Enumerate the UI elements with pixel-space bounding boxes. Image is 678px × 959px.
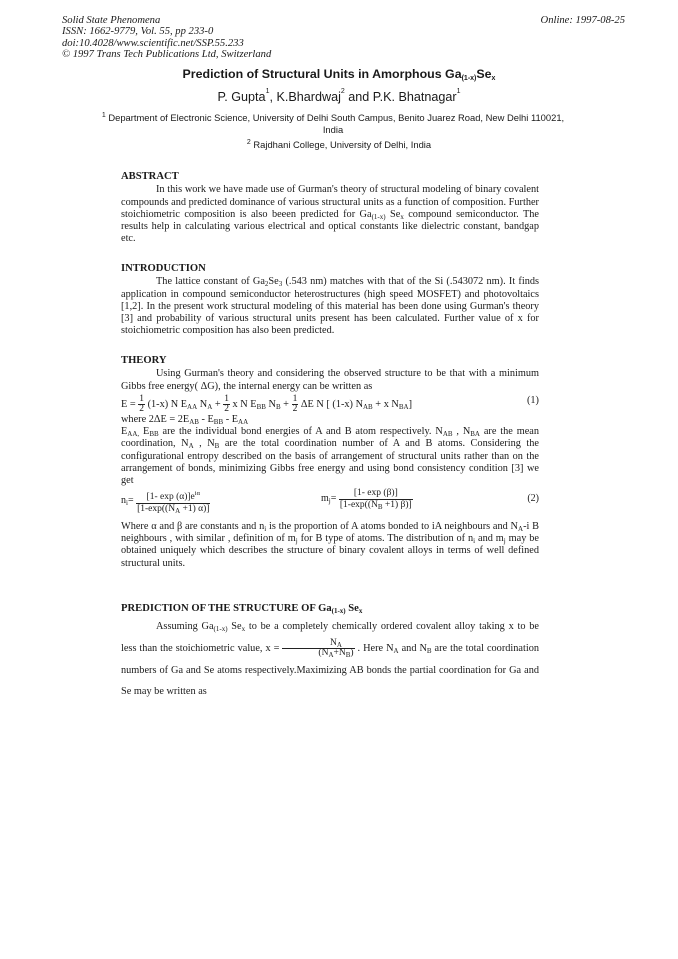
author-3: and P.K. Bhatnagar <box>348 90 457 104</box>
journal-header <box>62 15 271 61</box>
affiliation-2: $^2$ Rajdhani College, University of Delhi, India <box>246 139 432 150</box>
prediction-section <box>121 603 539 702</box>
journal-name: Solid State Phenomena <box>62 15 161 26</box>
theory-heading: THEORY <box>121 355 167 366</box>
stoichiometric-fraction: $\frac{N_A}{(N_A+N_B)}$ <box>282 639 354 658</box>
author-list: P. Gupta$^1$, K.Bhardwaj$^2$ and P.K. Bhatnagar$^1$ <box>217 88 461 104</box>
equation-1-number: (1) <box>526 394 539 406</box>
abstract-section <box>121 171 539 246</box>
equation-2: n $_i$ = $\frac{[1- \exp (\alpha)]e^{i\alpha}}{[1-\exp((N_A +1) \alpha)]}$ m $_j$ = $\frac{[1- \exp (\beta)]}{[1-\exp((N_B +1) \beta)]}$ (2) <box>121 487 539 515</box>
online-date: Online: 1997-08-25 <box>540 15 625 26</box>
copyright-line: © 1997 Trans Tech Publications Ltd, Switzerland <box>62 49 272 61</box>
equation-1: E = $\frac{1}{2}$ (1-x) N $E_{AA}$ $N_A$ + $\frac{1}{2}$ x N $E_{BB}$ $N_B$ + $\frac{1}{2}$ ΔE N [ (1-x) $N_{AB} + x$ $N_{BA}$] (1) <box>121 393 539 414</box>
theory-paragraph-2: $E_{AA,}$ $E_{BB}$ are the individual bond energies of A and B atom respectively. $N_{AB}$ , $N_{BA}$ are the mean coordination, $N_A$ , $N_B$ are the total coordination number of A and B atoms. Considering the configurational entropy described on the basis of arrangement of structural units rather than on the arrangement of bonds, minimizing Gibbs free energy and using bond consistency condition [3] we get <box>121 426 540 487</box>
introduction-heading: INTRODUCTION <box>121 263 206 274</box>
theory-paragraph-3: Where α and β are constants and $n_i$ is the proportion of A atoms bonded to iA neighbours and $N_A-i$ B neighbours , with similar , definition of $m_j$ for B type of atoms. The distribution of $n_i$ and $m_j$ may be obtained uniquely which describes the structure of binary covalent alloys in terms of well defined structural units. <box>121 520 539 569</box>
equation-2-number: (2) <box>527 492 539 504</box>
issn-line: ISSN: 1662-9779, Vol. 55, pp 233-0 <box>62 26 214 38</box>
affiliation-1: $^1$ Department of Electronic Science, University of Delhi South Campus, Benito Juarez Road, New Delhi 110021, India <box>101 112 565 135</box>
introduction-body: The lattice constant of $Ga_2Se_3$ (.543 nm) matches with that of the Si (.543072 nm). It finds application in compound semiconductor heterostructures (high speed MOSFET) and photovoltaics [1,2]. In the present work structural modeling of this material has been done using Gurman's theory [3] and probability of various structural units present has been calculated. Further value of x for stoichiometric composition has also been predicted. <box>121 276 540 337</box>
prediction-heading: PREDICTION OF THE STRUCTURE OF $Ga_{(1-x)}$ $Se_x$ <box>121 603 363 615</box>
author-1: P. Gupta <box>217 90 266 104</box>
theory-paragraph-1: Using Gurman's theory and considering the observed structure to be that with a minimum Gibbs free energy( ΔG), the internal energy can be written as <box>121 368 539 392</box>
theory-section <box>121 355 539 570</box>
author-2: K.Bhardwaj <box>276 90 341 104</box>
abstract-heading: ABSTRACT <box>121 171 179 182</box>
introduction-section <box>121 263 539 338</box>
paper-title: Prediction of Structural Units in Amorphous $Ga_{(1-x)}Se_x$ <box>182 67 496 82</box>
where-line: where $2\Delta E = 2E_{AB} - E_{BB} - E_{AA}$ <box>121 413 249 426</box>
abstract-body: In this work we have made use of Gurman's theory of structural modeling of binary covalent compounds and predicted dominance of various structural units as a function of composition. Further stoichiometric composition is also beeen predicted for $Ga_{(1-x)}$ $Se_x$ compound semiconductor. The results help in calculating various electrical and optical constants like dielectric constant, bandgap etc. <box>121 184 540 245</box>
doi-line: doi:10.4028/www.scientific.net/SSP.55.233 <box>62 37 244 49</box>
prediction-body: Assuming $Ga_{(1-x)}$ $Se_x$ to be a completely chemically ordered covalent alloy taking x to be less than the stoichiometric value, x = $\frac{N_A}{(N_A+N_B)}$ . Here $N_A$ and $N_B$ are the total coordination numbers of Ga and Se atoms respectively.Maximizing AB bonds the partial coordination for Ga and Se may be written as <box>121 621 540 698</box>
